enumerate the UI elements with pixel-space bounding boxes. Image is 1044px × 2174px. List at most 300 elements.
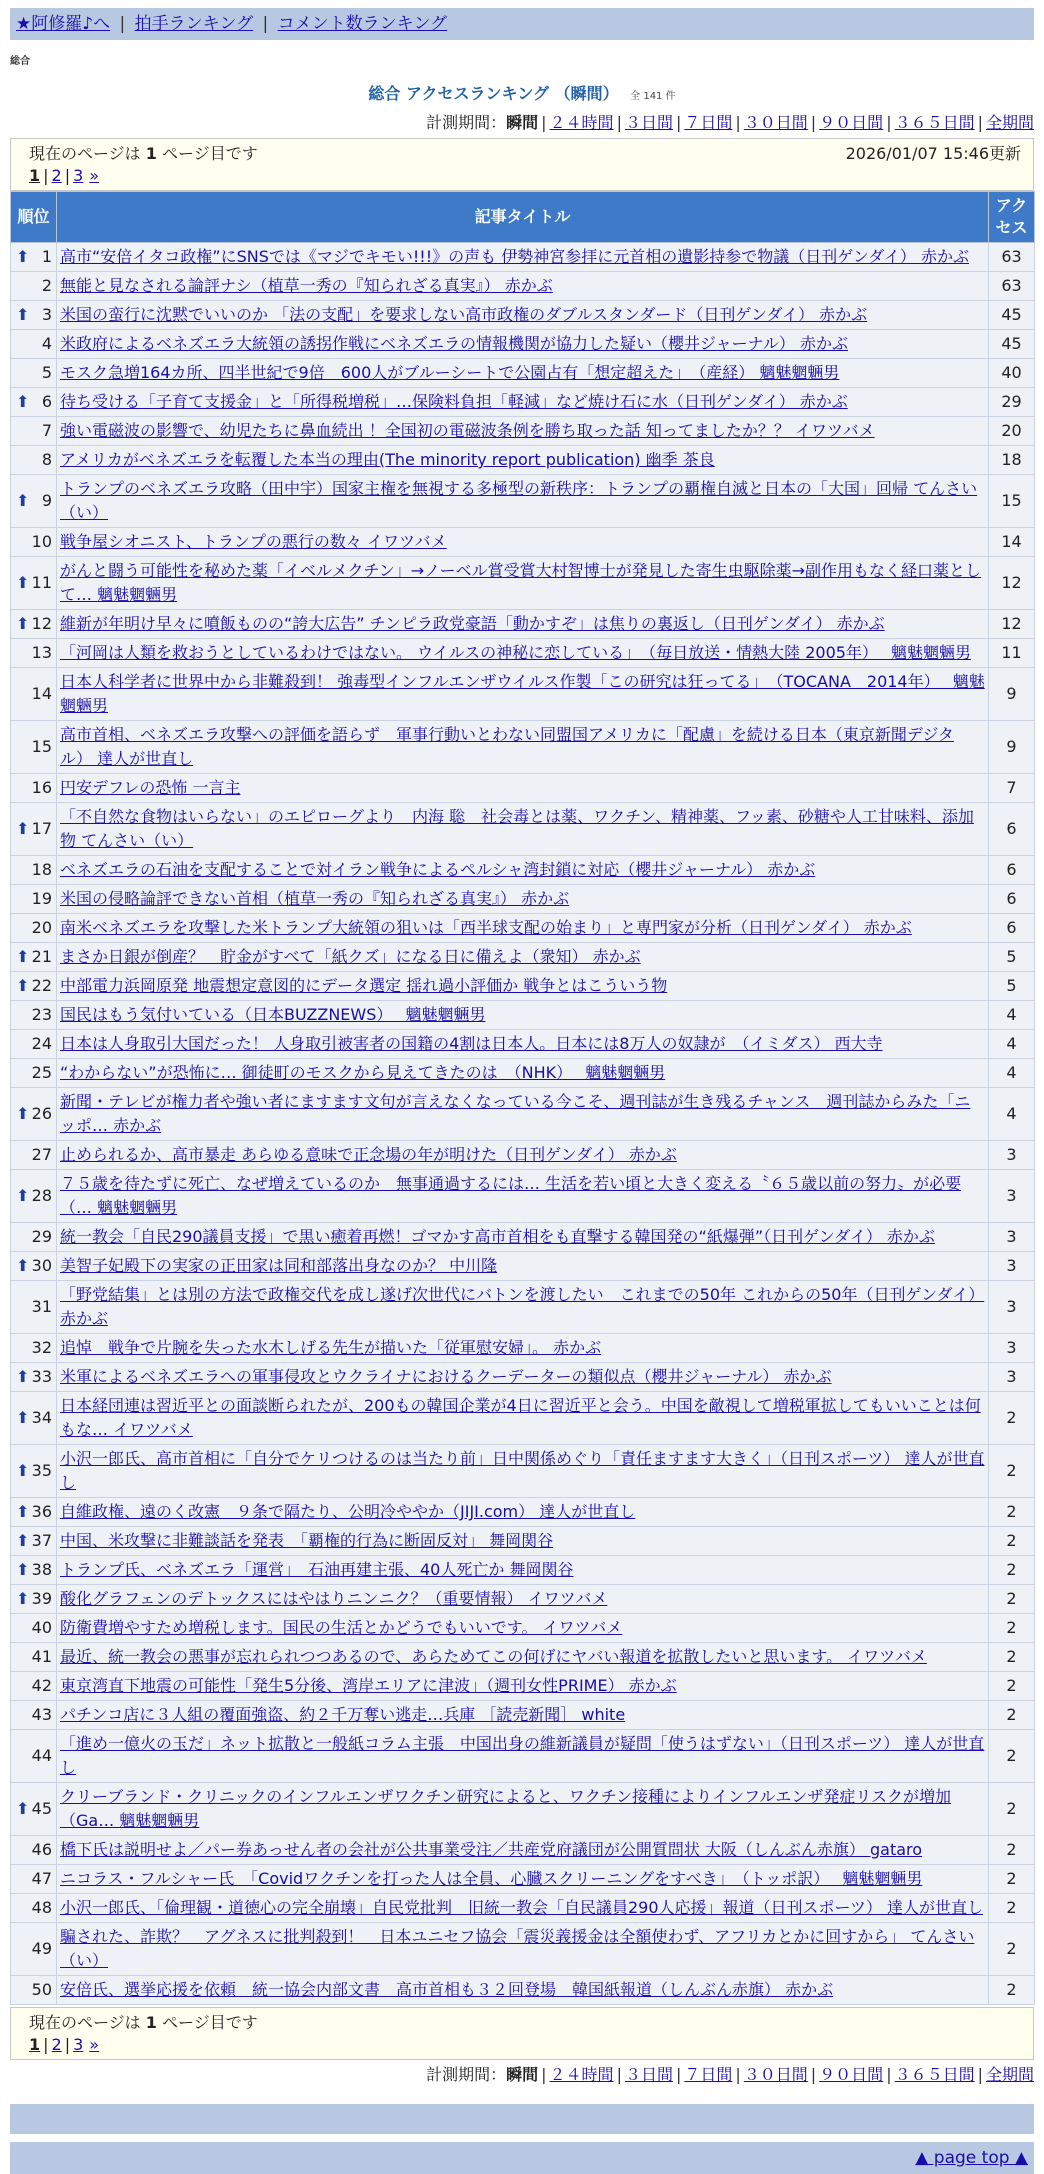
article-link[interactable]: 「不自然な食物はいらない」のエピローグより 内海 聡 社会毒とは薬、ワクチン、精神薬、フッ素、砂糖や人工甘味料、添加物 てんさい（い） bbox=[60, 807, 974, 850]
access-count: 14 bbox=[989, 528, 1035, 557]
total-count: 全 141 件 bbox=[630, 91, 676, 102]
title-cell bbox=[57, 885, 989, 914]
access-count: 2 bbox=[989, 1614, 1035, 1643]
access-count: 5 bbox=[989, 943, 1035, 972]
table-row bbox=[11, 1088, 1035, 1141]
access-count: 2 bbox=[989, 1672, 1035, 1701]
article-link[interactable]: 止められるか、高市暴走 あらゆる意味で正念場の年が明けた（日刊ゲンダイ） 赤かぶ bbox=[60, 1145, 677, 1164]
period-separator: | bbox=[810, 113, 817, 132]
rank-cell bbox=[11, 1585, 57, 1614]
rank-cell bbox=[11, 417, 57, 446]
rank-number: 21 bbox=[31, 947, 52, 966]
rank-number: 41 bbox=[31, 1647, 52, 1666]
rank-number: 11 bbox=[31, 573, 52, 592]
access-count: 4 bbox=[989, 1059, 1035, 1088]
current-page-post: ページ目です bbox=[162, 2013, 258, 2032]
article-link[interactable]: 中部電力浜岡原発 地震想定意図的にデータ選定 揺れ過小評価か 戦争とはこういう物 bbox=[60, 976, 668, 995]
rank-number: 27 bbox=[31, 1145, 52, 1164]
period-separator: | bbox=[886, 113, 892, 132]
table-row bbox=[11, 1141, 1035, 1170]
title-cell bbox=[57, 1059, 989, 1088]
table-row bbox=[11, 1170, 1035, 1223]
table-row bbox=[11, 330, 1035, 359]
period-link[interactable]: ３６５日間 bbox=[894, 2065, 975, 2084]
rank-cell bbox=[11, 1836, 57, 1865]
rank-up-arrow-icon: ⬆ bbox=[16, 976, 30, 995]
title-cell bbox=[57, 330, 989, 359]
access-count: 2 bbox=[989, 1556, 1035, 1585]
rank-number: 46 bbox=[31, 1840, 52, 1859]
access-column-header: アクセス bbox=[989, 192, 1035, 243]
access-count: 2 bbox=[989, 1527, 1035, 1556]
table-row bbox=[11, 557, 1035, 610]
period-separator: | bbox=[616, 2065, 622, 2084]
article-link[interactable]: クリーブランド・クリニックのインフルエンザワクチン研究によると、ワクチン接種によりインフルエンザ発症リスクが増加（Ga… 魑魅魍魎男 bbox=[60, 1787, 952, 1830]
page-top-bar bbox=[10, 2134, 1034, 2174]
title-cell bbox=[57, 943, 989, 972]
article-link[interactable]: 米国の侵略論評できない首相（植草一秀の『知られざる真実』） 赤かぶ bbox=[60, 889, 570, 908]
page-links bbox=[29, 165, 1021, 187]
current-page-pre: 現在のページは bbox=[29, 2013, 141, 2032]
article-link[interactable]: 米国の蛮行に沈黙でいいのか 「法の支配」を要求しない高市政権のダブルスタンダード（日刊ゲンダイ） 赤かぶ bbox=[60, 305, 868, 324]
rank-up-arrow-icon: ⬆ bbox=[16, 1560, 30, 1579]
article-link[interactable]: 自維政権、遠のく改憲 ９条で隔たり、公明冷ややか（JIJI.com） 達人が世直し bbox=[60, 1502, 636, 1521]
rank-number: 15 bbox=[31, 737, 52, 756]
period-link[interactable]: ２４時間 bbox=[549, 113, 614, 132]
period-link[interactable]: ９０日間 bbox=[819, 2065, 884, 2084]
access-count: 9 bbox=[989, 721, 1035, 774]
rank-number: 9 bbox=[41, 491, 52, 510]
access-count: 3 bbox=[989, 1281, 1035, 1334]
article-link[interactable]: 円安デフレの恐怖 一言主 bbox=[60, 778, 241, 797]
table-row bbox=[11, 1030, 1035, 1059]
rank-up-arrow-icon: ⬆ bbox=[16, 392, 30, 411]
table-row bbox=[11, 1363, 1035, 1392]
next-page-link[interactable]: » bbox=[89, 166, 100, 185]
rank-cell bbox=[11, 1252, 57, 1281]
rank-cell bbox=[11, 301, 57, 330]
page-separator: | bbox=[43, 166, 49, 185]
access-count: 5 bbox=[989, 972, 1035, 1001]
access-count: 29 bbox=[989, 388, 1035, 417]
title-cell bbox=[57, 1556, 989, 1585]
title-cell bbox=[57, 1672, 989, 1701]
page-separator: | bbox=[64, 2035, 71, 2054]
access-count: 2 bbox=[989, 1894, 1035, 1923]
article-link[interactable]: 中国、米攻撃に非難談話を発表 「覇権的行為に断固反対」 舞岡関谷 bbox=[60, 1531, 554, 1550]
rank-cell bbox=[11, 1030, 57, 1059]
article-link[interactable]: “わからない”が恐怖に… 御徒町のモスクから見えてきたのは （NHK） 魑魅魍魎男 bbox=[60, 1063, 666, 1082]
table-row bbox=[11, 803, 1035, 856]
rank-number: 30 bbox=[31, 1256, 52, 1275]
period-link[interactable]: ７日間 bbox=[684, 2065, 733, 2084]
title-cell bbox=[57, 856, 989, 885]
rank-cell bbox=[11, 1865, 57, 1894]
rank-up-arrow-icon: ⬆ bbox=[16, 1408, 30, 1427]
nav-separator: | bbox=[119, 14, 126, 34]
title-column-header: 記事タイトル bbox=[57, 192, 989, 243]
access-count: 2 bbox=[989, 1730, 1035, 1783]
table-row bbox=[11, 1556, 1035, 1585]
title-cell bbox=[57, 1363, 989, 1392]
title-cell bbox=[57, 1170, 989, 1223]
article-link[interactable]: パチンコ店に３人組の覆面強盗、約２千万奪い逃走…兵庫 ［読売新聞］ white bbox=[60, 1705, 626, 1724]
rank-cell bbox=[11, 972, 57, 1001]
period-link[interactable]: ３６５日間 bbox=[894, 113, 975, 132]
rank-number: 43 bbox=[31, 1705, 52, 1724]
table-row bbox=[11, 388, 1035, 417]
access-count: 9 bbox=[989, 668, 1035, 721]
title-cell bbox=[57, 1730, 989, 1783]
rank-number: 6 bbox=[41, 392, 52, 411]
rank-number: 25 bbox=[31, 1063, 52, 1082]
article-link[interactable]: 維新が年明け早々に噴飯ものの“誇大広告” チンピラ政党豪語「動かすぞ」は焦りの裏返し（日刊ゲンダイ） 赤かぶ bbox=[60, 614, 885, 633]
table-row bbox=[11, 1392, 1035, 1445]
access-count: 12 bbox=[989, 610, 1035, 639]
title-cell bbox=[57, 1976, 989, 2005]
rank-cell bbox=[11, 885, 57, 914]
title-cell bbox=[57, 1223, 989, 1252]
table-row bbox=[11, 1672, 1035, 1701]
article-link[interactable]: 東京湾直下地震の可能性「発生5分後、湾岸エリアに津波」（週刊女性PRIME） 赤かぶ bbox=[60, 1676, 677, 1695]
rank-up-arrow-icon: ⬆ bbox=[16, 573, 30, 592]
rank-cell bbox=[11, 1923, 57, 1976]
title-cell bbox=[57, 668, 989, 721]
access-count: 2 bbox=[989, 1923, 1035, 1976]
current-page-number: 1 bbox=[145, 144, 157, 163]
rank-cell bbox=[11, 721, 57, 774]
table-row bbox=[11, 1730, 1035, 1783]
period-link[interactable]: ７日間 bbox=[684, 113, 733, 132]
period-link[interactable]: 全期間 bbox=[985, 2065, 1034, 2084]
period-link[interactable]: ２４時間 bbox=[549, 2065, 614, 2084]
access-count: 6 bbox=[989, 803, 1035, 856]
rank-number: 39 bbox=[31, 1589, 52, 1608]
breadcrumb: 総合 bbox=[10, 56, 30, 67]
article-link[interactable]: 戦争屋シオニスト、トランプの悪行の数々 イワツバメ bbox=[60, 532, 447, 551]
rank-number: 26 bbox=[31, 1104, 52, 1123]
rank-number: 24 bbox=[31, 1034, 52, 1053]
title-cell bbox=[57, 1783, 989, 1836]
rank-cell bbox=[11, 1392, 57, 1445]
rank-number: 20 bbox=[31, 918, 52, 937]
clap-ranking-link[interactable]: 拍手ランキング bbox=[134, 14, 254, 34]
article-link[interactable]: トランプのベネズエラ攻略（田中宇）国家主権を無視する多極型の新秩序：トランプの覇権自滅と日本の「大国」回帰 てんさい（い） bbox=[60, 479, 978, 522]
rank-number: 42 bbox=[31, 1676, 52, 1695]
rank-number: 44 bbox=[31, 1746, 52, 1765]
footer-bar bbox=[10, 2104, 1034, 2134]
table-row bbox=[11, 1223, 1035, 1252]
current-page-text bbox=[29, 143, 258, 165]
article-link[interactable]: 米政府によるベネズエラ大統領の誘拐作戦にベネズエラの情報機関が協力した疑い（櫻井ジャーナル） 赤かぶ bbox=[60, 334, 848, 353]
table-row bbox=[11, 1527, 1035, 1556]
rank-cell bbox=[11, 1223, 57, 1252]
access-count: 12 bbox=[989, 557, 1035, 610]
period-link[interactable]: ９０日間 bbox=[819, 113, 884, 132]
rank-number: 2 bbox=[41, 276, 52, 295]
rank-number: 7 bbox=[41, 421, 52, 440]
rank-cell bbox=[11, 557, 57, 610]
article-link[interactable]: 小沢一郎氏、高市首相に「自分でケリつけるのは当たり前」日中関係めぐり「責任ますます大きく」（日刊スポーツ） 達人が世直し bbox=[60, 1449, 985, 1492]
period-separator: | bbox=[675, 2065, 682, 2084]
table-row bbox=[11, 774, 1035, 803]
article-link[interactable]: 高市首相、ベネズエラ攻撃への評価を語らず 軍事行動いとわない同盟国アメリカに「配慮」を続ける日本（東京新聞デジタル） 達人が世直し bbox=[60, 725, 954, 768]
rank-cell bbox=[11, 359, 57, 388]
title-cell bbox=[57, 1701, 989, 1730]
title-cell bbox=[57, 610, 989, 639]
page-current: 1 bbox=[29, 2035, 41, 2054]
access-count: 4 bbox=[989, 1001, 1035, 1030]
article-link[interactable]: 美智子妃殿下の実家の正田家は同和部落出身なのか？ 中川隆 bbox=[60, 1256, 498, 1275]
article-link[interactable]: 南米ベネズエラを攻撃した米トランプ大統領の狙いは「西半球支配の始まり」と専門家が分析（日刊ゲンダイ） 赤かぶ bbox=[60, 918, 912, 937]
rank-cell bbox=[11, 1059, 57, 1088]
access-count: 15 bbox=[989, 475, 1035, 528]
period-separator: | bbox=[977, 113, 983, 132]
rank-number: 34 bbox=[31, 1408, 52, 1427]
table-row bbox=[11, 301, 1035, 330]
ranking-table bbox=[10, 191, 1035, 2005]
rank-number: 17 bbox=[31, 819, 52, 838]
title-cell bbox=[57, 446, 989, 475]
table-row bbox=[11, 943, 1035, 972]
access-count: 18 bbox=[989, 446, 1035, 475]
period-link[interactable]: ３０日間 bbox=[743, 113, 808, 132]
rank-cell bbox=[11, 1527, 57, 1556]
rank-column-header: 順位 bbox=[11, 192, 57, 243]
rank-cell bbox=[11, 272, 57, 301]
rank-number: 19 bbox=[31, 889, 52, 908]
article-link[interactable]: 強い電磁波の影響で、幼児たちに鼻血続出 ！全国初の電磁波条例を勝ち取った話 知ってましたか？？ イワツバメ bbox=[60, 421, 875, 440]
article-link[interactable]: 安倍氏、選挙応援を依頼 統一協会内部文書 高市首相も３２回登場 韓国紙報道（しんぶん赤旗） 赤かぶ bbox=[60, 1980, 834, 1999]
rank-up-arrow-icon: ⬆ bbox=[16, 305, 30, 324]
title-cell bbox=[57, 359, 989, 388]
title-cell bbox=[57, 1614, 989, 1643]
rank-number: 10 bbox=[31, 532, 52, 551]
title-cell bbox=[57, 972, 989, 1001]
access-count: 2 bbox=[989, 1976, 1035, 2005]
article-link[interactable]: ７５歳を待たずに死亡、なぜ増えているのか 無事通過するには… 生活を若い頃と大きく変える〝６５歳以前の努力〟が必要（… 魑魅魍魎男 bbox=[60, 1174, 962, 1217]
page-link[interactable]: 3 bbox=[73, 166, 84, 185]
title-cell bbox=[57, 721, 989, 774]
rank-number: 18 bbox=[31, 860, 52, 879]
table-row bbox=[11, 1894, 1035, 1923]
article-link[interactable]: 統一教会「自民290議員支援」で黒い癒着再燃！ゴマかす高市首相をも直撃する韓国発の“紙爆弾”（日刊ゲンダイ） 赤かぶ bbox=[60, 1227, 935, 1246]
period-link[interactable]: ３日間 bbox=[624, 2065, 673, 2084]
period-separator: | bbox=[675, 113, 682, 132]
access-count: 2 bbox=[989, 1836, 1035, 1865]
access-count: 3 bbox=[989, 1334, 1035, 1363]
title-cell bbox=[57, 1498, 989, 1527]
period-link[interactable]: ３日間 bbox=[624, 113, 673, 132]
article-link[interactable]: 最近、統一教会の悪事が忘れられつつあるので、あらためてこの何げにヤバい報道を拡散したいと思います。 イワツバメ bbox=[60, 1647, 927, 1666]
access-count: 2 bbox=[989, 1585, 1035, 1614]
access-count: 2 bbox=[989, 1643, 1035, 1672]
pager-info-row bbox=[29, 143, 1021, 165]
table-row bbox=[11, 1701, 1035, 1730]
access-count: 4 bbox=[989, 1088, 1035, 1141]
article-link[interactable]: トランプ氏、ベネズエラ「運営」 石油再建主張、40人死亡か 舞岡関谷 bbox=[60, 1560, 574, 1579]
page-link[interactable]: 2 bbox=[51, 2035, 62, 2054]
title-cell bbox=[57, 1392, 989, 1445]
title-cell bbox=[57, 774, 989, 803]
rank-cell bbox=[11, 528, 57, 557]
article-link[interactable]: 「進め一億火の玉だ」ネット拡散と一般紙コラム主張 中国出身の維新議員が疑問「使うはずない」（日刊スポーツ） 達人が世直し bbox=[60, 1734, 985, 1777]
article-link[interactable]: 酸化グラフェンのデトックスにはやはりニンニク？（重要情報） イワツバメ bbox=[60, 1589, 608, 1608]
table-row bbox=[11, 528, 1035, 557]
access-count: 45 bbox=[989, 301, 1035, 330]
period-separator: | bbox=[886, 2065, 892, 2084]
rank-cell bbox=[11, 1701, 57, 1730]
period-link[interactable]: 全期間 bbox=[985, 113, 1034, 132]
rank-cell bbox=[11, 446, 57, 475]
article-link[interactable]: 防衛費増やすため増税します。国民の生活とかどうでもいいです。 イワツバメ bbox=[60, 1618, 623, 1637]
page-link[interactable]: 3 bbox=[73, 2035, 84, 2054]
article-link[interactable]: 騙された、詐欺？ アグネスに批判殺到！ 日本ユニセフ協会「震災義援金は全額使わず、アフリカとかに回すから」 てんさい（い） bbox=[60, 1927, 975, 1970]
rank-number: 16 bbox=[31, 778, 52, 797]
rank-number: 35 bbox=[31, 1461, 52, 1480]
article-link[interactable]: まさか日銀が倒産？ 貯金がすべて「紙クズ」になる日に備えよ（衆知） 赤かぶ bbox=[60, 947, 641, 966]
rank-number: 14 bbox=[31, 684, 52, 703]
article-link[interactable]: 日本経団連は習近平との面談断られたが、200もの韓国企業が4日に習近平と会う。中国を敵視して増税軍拡してもいいことは何もな… イワツバメ bbox=[60, 1396, 981, 1439]
table-row bbox=[11, 272, 1035, 301]
article-link[interactable]: 「河岡は人類を救おうとしているわけではない。 ウイルスの神秘に恋している」 （毎日放送・情熱大陸 2005年） 魑魅魍魎男 bbox=[60, 643, 972, 662]
title-cell bbox=[57, 1527, 989, 1556]
access-count: 2 bbox=[989, 1445, 1035, 1498]
article-link[interactable]: 小沢一郎氏、「倫理観・道徳心の完全崩壊」自民党批判 旧統一教会「自民議員290人応援」報道（日刊スポーツ） 達人が世直し bbox=[60, 1898, 983, 1917]
rank-cell bbox=[11, 1643, 57, 1672]
period-label: 計測期間： bbox=[426, 113, 507, 132]
pager bbox=[10, 138, 1034, 191]
article-link[interactable]: 待ち受ける「子育て支援金」と「所得税増税」…保険料負担「軽減」など焼け石に水（日刊ゲンダイ） 赤かぶ bbox=[60, 392, 848, 411]
access-count: 3 bbox=[989, 1363, 1035, 1392]
access-count: 63 bbox=[989, 272, 1035, 301]
rank-number: 48 bbox=[31, 1898, 52, 1917]
period-separator: | bbox=[735, 113, 741, 132]
article-link[interactable]: アメリカがベネズエラを転覆した本当の理由(The minority report publication) 幽季 茶良 bbox=[60, 450, 715, 469]
rank-up-arrow-icon: ⬆ bbox=[16, 1531, 30, 1550]
rank-number: 47 bbox=[31, 1869, 52, 1888]
page-title: 総合 アクセスランキング （瞬間） bbox=[368, 84, 619, 103]
rank-cell bbox=[11, 668, 57, 721]
article-link[interactable]: がんと闘う可能性を秘めた薬「イベルメクチン」→ノーベル賞受賞大村智博士が発見した寄生虫駆除薬→副作用もなく経口薬として… 魑魅魍魎男 bbox=[60, 561, 982, 604]
access-count: 3 bbox=[989, 1141, 1035, 1170]
period-separator: | bbox=[616, 113, 622, 132]
article-link[interactable]: モスク急増164カ所、四半世紀で9倍 600人がブルーシートで公園占有「想定超えた」 （産経） 魑魅魍魎男 bbox=[60, 363, 840, 382]
rank-up-arrow-icon: ⬆ bbox=[16, 1186, 30, 1205]
period-label: 計測期間： bbox=[426, 2065, 507, 2084]
rank-number: 23 bbox=[31, 1005, 52, 1024]
title-cell bbox=[57, 243, 989, 272]
page-top-link[interactable]: ▲ page top ▲ bbox=[915, 2148, 1028, 2168]
table-row bbox=[11, 610, 1035, 639]
title-cell bbox=[57, 475, 989, 528]
period-current: 瞬間 bbox=[506, 113, 539, 132]
rank-cell bbox=[11, 1976, 57, 2005]
article-link[interactable]: 新聞・テレビが権力者や強い者にますます文句が言えなくなっている今こそ、週刊誌が生き残るチャンス 週刊誌からみた「ニッポ… 赤かぶ bbox=[60, 1092, 971, 1135]
access-count: 2 bbox=[989, 1701, 1035, 1730]
rank-cell bbox=[11, 943, 57, 972]
table-row bbox=[11, 1585, 1035, 1614]
table-row bbox=[11, 1643, 1035, 1672]
comment-ranking-link[interactable]: コメント数ランキング bbox=[277, 14, 448, 34]
access-count: 2 bbox=[989, 1783, 1035, 1836]
rank-up-arrow-icon: ⬆ bbox=[16, 1367, 30, 1386]
rank-number: 49 bbox=[31, 1939, 52, 1958]
article-link[interactable]: 日本人科学者に世界中から非難殺到！ 強毒型インフルエンザウイルス作製「この研究は狂ってる」 （TOCANA 2014年） 魑魅魍魎男 bbox=[60, 672, 985, 715]
rank-number: 4 bbox=[41, 334, 52, 353]
table-row bbox=[11, 1614, 1035, 1643]
access-count: 3 bbox=[989, 1223, 1035, 1252]
article-link[interactable]: 「野党結集」とは別の方法で政権交代を成し遂げ次世代にバトンを渡したい これまでの50年 これからの50年（日刊ゲンダイ） 赤かぶ bbox=[60, 1285, 985, 1328]
rank-number: 1 bbox=[41, 247, 52, 266]
article-link[interactable]: 米軍によるベネズエラへの軍事侵攻とウクライナにおけるクーデーターの類似点（櫻井ジャーナル） 赤かぶ bbox=[60, 1367, 832, 1386]
updated-timestamp: 2026/01/07 15:46更新 bbox=[845, 144, 1021, 163]
article-link[interactable]: ベネズエラの石油を支配することで対イラン戦争によるペルシャ湾封鎖に対応（櫻井ジャーナル） 赤かぶ bbox=[60, 860, 816, 879]
rank-cell bbox=[11, 1498, 57, 1527]
table-row bbox=[11, 446, 1035, 475]
article-link[interactable]: 橋下氏は説明せよ／パー券あっせん者の会社が公共事業受注／共産党府議団が公開質問状 大阪（しんぶん赤旗） gataro bbox=[60, 1840, 923, 1859]
access-count: 6 bbox=[989, 885, 1035, 914]
title-cell bbox=[57, 1001, 989, 1030]
table-row bbox=[11, 417, 1035, 446]
title-cell bbox=[57, 528, 989, 557]
top-nav bbox=[10, 8, 1034, 40]
rank-cell bbox=[11, 1783, 57, 1836]
page-title-line bbox=[0, 81, 1044, 104]
article-link[interactable]: 追悼 戦争で片腕を失った水木しげる先生が描いた「従軍慰安婦」。 赤かぶ bbox=[60, 1338, 602, 1357]
current-page-pre: 現在のページは bbox=[29, 144, 141, 163]
current-page-post: ページ目です bbox=[162, 144, 258, 163]
access-count: 63 bbox=[989, 243, 1035, 272]
rank-cell bbox=[11, 803, 57, 856]
title-cell bbox=[57, 1252, 989, 1281]
article-link[interactable]: 無能と見なされる論評ナシ（植草一秀の『知られざる真実』） 赤かぶ bbox=[60, 276, 553, 295]
home-link[interactable]: ★阿修羅♪へ bbox=[16, 14, 111, 34]
pager bbox=[10, 2007, 1034, 2060]
rank-cell bbox=[11, 388, 57, 417]
next-page-link[interactable]: » bbox=[89, 2035, 100, 2054]
page-link[interactable]: 2 bbox=[51, 166, 62, 185]
title-cell bbox=[57, 1643, 989, 1672]
article-link[interactable]: ニコラス・フルシャー氏 「Covidワクチンを打った人は全員、心臓スクリーニングをすべき」 （トッポ訳） 魑魅魍魎男 bbox=[60, 1869, 923, 1888]
table-row bbox=[11, 639, 1035, 668]
article-link[interactable]: 国民はもう気付いている（日本BUZZNEWS） 魑魅魍魎男 bbox=[60, 1005, 486, 1024]
title-cell bbox=[57, 1836, 989, 1865]
article-link[interactable]: 高市“安倍イタコ政権”にSNSでは《マジでキモい!!!》の声も 伊勢神宮参拝に元首相の遺影持参で物議（日刊ゲンダイ） 赤かぶ bbox=[60, 247, 969, 266]
title-cell bbox=[57, 272, 989, 301]
rank-number: 40 bbox=[31, 1618, 52, 1637]
table-row bbox=[11, 1836, 1035, 1865]
article-link[interactable]: 日本は人身取引大国だった！ 人身取引被害者の国籍の4割は日本人。日本には8万人の奴隷が （イミダス） 西大寺 bbox=[60, 1034, 883, 1053]
access-count: 3 bbox=[989, 1252, 1035, 1281]
page-links bbox=[29, 2034, 1021, 2056]
page-separator: | bbox=[43, 2035, 49, 2054]
rank-number: 8 bbox=[41, 450, 52, 469]
title-cell bbox=[57, 1923, 989, 1976]
rank-cell bbox=[11, 1001, 57, 1030]
title-cell bbox=[57, 914, 989, 943]
table-row bbox=[11, 1923, 1035, 1976]
current-page-number: 1 bbox=[145, 2013, 157, 2032]
rank-up-arrow-icon: ⬆ bbox=[16, 1104, 30, 1123]
title-cell bbox=[57, 1088, 989, 1141]
table-row bbox=[11, 856, 1035, 885]
period-link[interactable]: ３０日間 bbox=[743, 2065, 808, 2084]
rank-cell bbox=[11, 639, 57, 668]
table-row bbox=[11, 1059, 1035, 1088]
rank-up-arrow-icon: ⬆ bbox=[16, 247, 30, 266]
period-separator: | bbox=[735, 2065, 741, 2084]
